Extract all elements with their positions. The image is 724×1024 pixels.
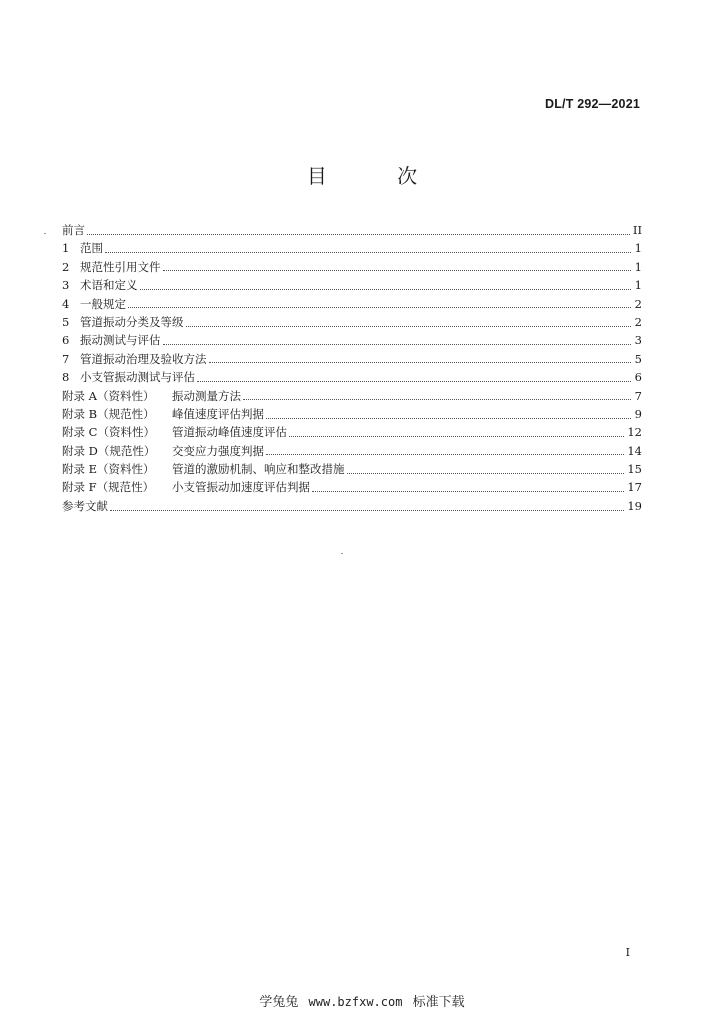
toc-entry-page: 1: [634, 241, 642, 256]
toc-entry-number: 3: [62, 278, 70, 293]
toc-entry-number: 6: [62, 333, 70, 348]
toc-entry-1[interactable]: [62, 239, 642, 257]
toc-entry-page: 1: [634, 259, 642, 274]
toc-entry-8[interactable]: [62, 368, 642, 386]
appendix-tag: 附录 A（资料性）: [62, 388, 155, 403]
toc-entry-6[interactable]: [62, 331, 642, 349]
dot-leader: [209, 352, 632, 363]
toc-entry-7[interactable]: [62, 350, 642, 368]
toc-entry-label: 振动测量方法: [172, 388, 241, 403]
toc-entry-label: 管道振动分类及等级: [80, 314, 184, 329]
toc-entry-label: 管道的激励机制、响应和整改措施: [172, 462, 345, 477]
toc-entry-page: 6: [634, 370, 642, 385]
toc-entry-page: 15: [627, 462, 642, 477]
dot-leader: [312, 481, 624, 492]
toc-entry-number: 1: [62, 241, 70, 256]
toc-entry-page: 5: [634, 351, 642, 366]
toc-entry-4[interactable]: [62, 295, 642, 313]
toc-entry-label: 前言: [62, 223, 85, 237]
toc-entry-appendix-b[interactable]: [62, 405, 642, 423]
appendix-tag: 附录 C（资料性）: [62, 425, 155, 440]
dot-leader: [186, 316, 632, 327]
appendix-tag: 附录 E（资料性）: [62, 462, 155, 477]
dot-leader: [140, 279, 632, 290]
toc-entry-page: 3: [634, 333, 642, 348]
toc-entry-number: 8: [62, 370, 70, 385]
table-of-contents: [62, 221, 642, 515]
toc-entry-number: 5: [62, 314, 70, 329]
watermark-site: 学兔兔: [259, 995, 299, 1010]
toc-entry-label: 小支管振动测试与评估: [80, 370, 195, 385]
toc-entry-appendix-d[interactable]: [62, 442, 642, 460]
dot-leader: [266, 444, 624, 455]
toc-entry-label: 交变应力强度判据: [172, 443, 264, 458]
appendix-tag: 附录 F（规范性）: [62, 480, 155, 495]
toc-entry-page: 9: [634, 406, 642, 421]
toc-entry-label: 振动测试与评估: [80, 333, 161, 348]
toc-entry-number: 2: [62, 259, 70, 274]
watermark-suffix: 标准下载: [412, 995, 465, 1010]
dot-leader: [243, 389, 631, 400]
toc-entry-appendix-c[interactable]: [62, 423, 642, 441]
toc-entry-appendix-e[interactable]: [62, 460, 642, 478]
dot-leader: [289, 426, 624, 437]
toc-entry-2[interactable]: [62, 258, 642, 276]
toc-entry-label: 管道振动治理及验收方法: [80, 351, 207, 366]
toc-entry-appendix-a[interactable]: [62, 387, 642, 405]
dot-leader: [163, 334, 632, 345]
dot-leader: [163, 260, 632, 271]
dot-leader: [347, 463, 625, 474]
dot-leader: [87, 224, 630, 235]
toc-entry-foreword[interactable]: [62, 221, 642, 239]
appendix-tag: 附录 D（规范性）: [62, 443, 156, 458]
scan-speck: [341, 553, 343, 554]
appendix-tag: 附录 B（规范性）: [62, 406, 155, 421]
toc-entry-page: 2: [634, 296, 642, 311]
dot-leader: [110, 500, 624, 511]
toc-entry-page: II: [632, 223, 642, 237]
dot-leader: [266, 408, 631, 419]
watermark-url[interactable]: www.bzfxw.com: [308, 995, 403, 1009]
page-title: 目 次: [306, 164, 450, 188]
toc-entry-references[interactable]: [62, 497, 642, 515]
toc-entry-page: 19: [627, 498, 642, 513]
toc-entry-appendix-f[interactable]: [62, 478, 642, 496]
toc-entry-label: 峰值速度评估判据: [172, 406, 264, 421]
toc-entry-number: 4: [62, 296, 70, 311]
toc-entry-page: 14: [627, 443, 642, 458]
toc-entry-page: 1: [634, 278, 642, 293]
toc-entry-label: 术语和定义: [80, 278, 138, 293]
toc-entry-label: 管道振动峰值速度评估: [172, 425, 287, 440]
toc-entry-page: 12: [627, 425, 642, 440]
toc-entry-label: 规范性引用文件: [80, 259, 161, 274]
toc-entry-label: 小支管振动加速度评估判据: [172, 480, 310, 495]
page-number: I: [625, 946, 630, 959]
dot-leader: [128, 297, 631, 308]
toc-entry-3[interactable]: [62, 276, 642, 294]
standard-code: DL/T 292—2021: [544, 97, 640, 111]
watermark: [0, 991, 724, 1010]
dot-leader: [105, 242, 631, 253]
toc-entry-page: 2: [634, 314, 642, 329]
toc-entry-label: 参考文献: [62, 498, 108, 513]
scan-speck: [44, 233, 46, 234]
dot-leader: [197, 371, 631, 382]
toc-entry-page: 7: [634, 388, 642, 403]
toc-entry-5[interactable]: [62, 313, 642, 331]
toc-entry-page: 17: [627, 480, 642, 495]
toc-entry-label: 范围: [80, 241, 103, 256]
toc-entry-label: 一般规定: [80, 296, 126, 311]
toc-entry-number: 7: [62, 351, 70, 366]
